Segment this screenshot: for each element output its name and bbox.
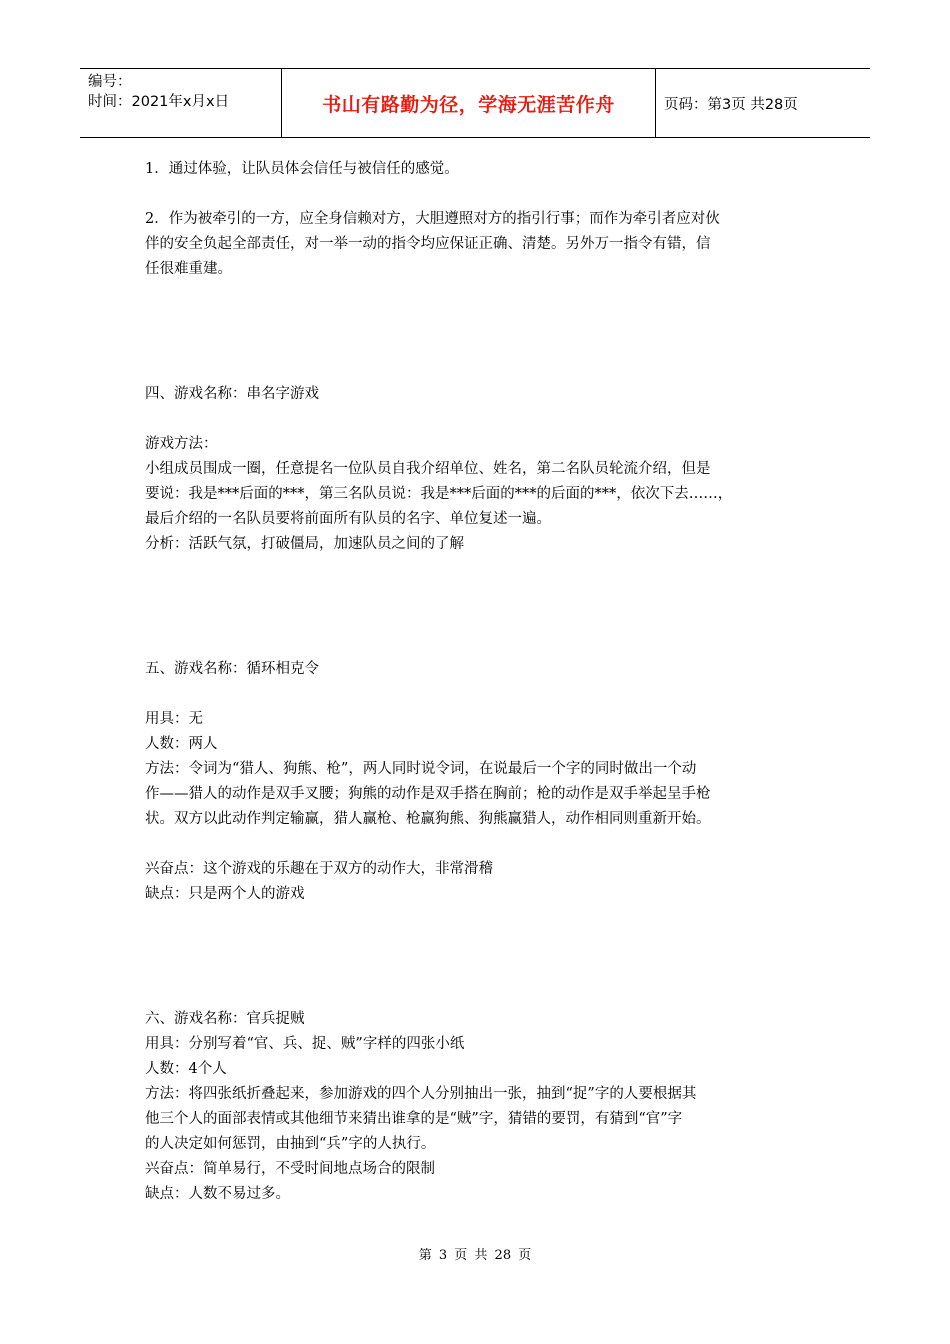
section-4-title: 四、游戏名称：串名字游戏 xyxy=(145,386,319,402)
section-5-tools: 用具：无 xyxy=(145,711,203,727)
section-6-line-1: 方法：将四张纸折叠起来，参加游戏的四个人分别抽出一张，抽到“捉”字的人要根据其 xyxy=(145,1086,697,1102)
section-4-analysis: 分析：活跃气氛，打破僵局，加速队员之间的了解 xyxy=(145,536,464,552)
header-meta xyxy=(80,69,282,137)
section-6-excite: 兴奋点：简单易行，不受时间地点场合的限制 xyxy=(145,1161,435,1177)
document-number: 编号： xyxy=(88,74,132,90)
section-6-people: 人数：4个人 xyxy=(145,1061,227,1077)
section-5-line-3: 状。双方以此动作判定输赢，猎人赢枪、枪赢狗熊、狗熊赢猎人，动作相同则重新开始。 xyxy=(145,811,711,827)
section-6-line-2: 他三个人的面部表情或其他细节来猜出谁拿的是“贼”字，猜错的要罚，有猜到“官”字 xyxy=(145,1111,683,1127)
section-5-people: 人数：两人 xyxy=(145,736,218,752)
section-4-line-1: 小组成员围成一圈，任意提名一位队员自我介绍单位、姓名，第二名队员轮流介绍，但是 xyxy=(145,461,711,477)
page-header xyxy=(80,68,870,138)
section-4-method-label: 游戏方法： xyxy=(145,436,218,452)
section-6-title: 六、游戏名称：官兵捉贼 xyxy=(145,1011,305,1027)
paragraph-2-line-2: 伴的安全负起全部责任，对一举一动的指令均应保证正确、清楚。另外万一指令有错，信 xyxy=(145,236,711,252)
page-footer: 第 3 页 共 28 页 xyxy=(418,1248,532,1263)
section-5-line-1: 方法：令词为“猎人、狗熊、枪”，两人同时说令词，在说最后一个字的同时做出一个动 xyxy=(145,761,697,777)
section-5-flaw: 缺点：只是两个人的游戏 xyxy=(145,886,305,902)
section-6-tools: 用具：分别写着“官、兵、捉、贼”字样的四张小纸 xyxy=(145,1036,465,1052)
paragraph-1: 1．通过体验，让队员体会信任与被信任的感觉。 xyxy=(145,161,459,177)
document-time: 时间：2021年x月x日 xyxy=(88,94,230,110)
document-body xyxy=(145,157,810,1207)
section-4-line-3: 最后介绍的一名队员要将前面所有队员的名字、单位复述一遍。 xyxy=(145,511,551,527)
section-5-line-2: 作——猎人的动作是双手叉腰；狗熊的动作是双手搭在胸前；枪的动作是双手举起呈手枪 xyxy=(145,786,711,802)
section-6-line-3: 的人决定如何惩罚，由抽到“兵”字的人执行。 xyxy=(145,1136,436,1152)
section-5-excite: 兴奋点：这个游戏的乐趣在于双方的动作大，非常滑稽 xyxy=(145,861,493,877)
paragraph-2-line-1: 2．作为被牵引的一方，应全身信赖对方，大胆遵照对方的指引行事；而作为牵引者应对伙 xyxy=(145,211,720,227)
section-6-flaw: 缺点：人数不易过多。 xyxy=(145,1186,290,1202)
section-5-title: 五、游戏名称：循环相克令 xyxy=(145,661,319,677)
header-motto: 书山有路勤为径，学海无涯苦作舟 xyxy=(282,69,656,137)
paragraph-2-line-3: 任很难重建。 xyxy=(145,261,232,277)
header-page-info: 页码：第3页 共28页 xyxy=(664,96,798,113)
section-4-line-2: 要说：我是***后面的***，第三名队员说：我是***后面的***的后面的***，依次下去……， xyxy=(145,486,733,502)
